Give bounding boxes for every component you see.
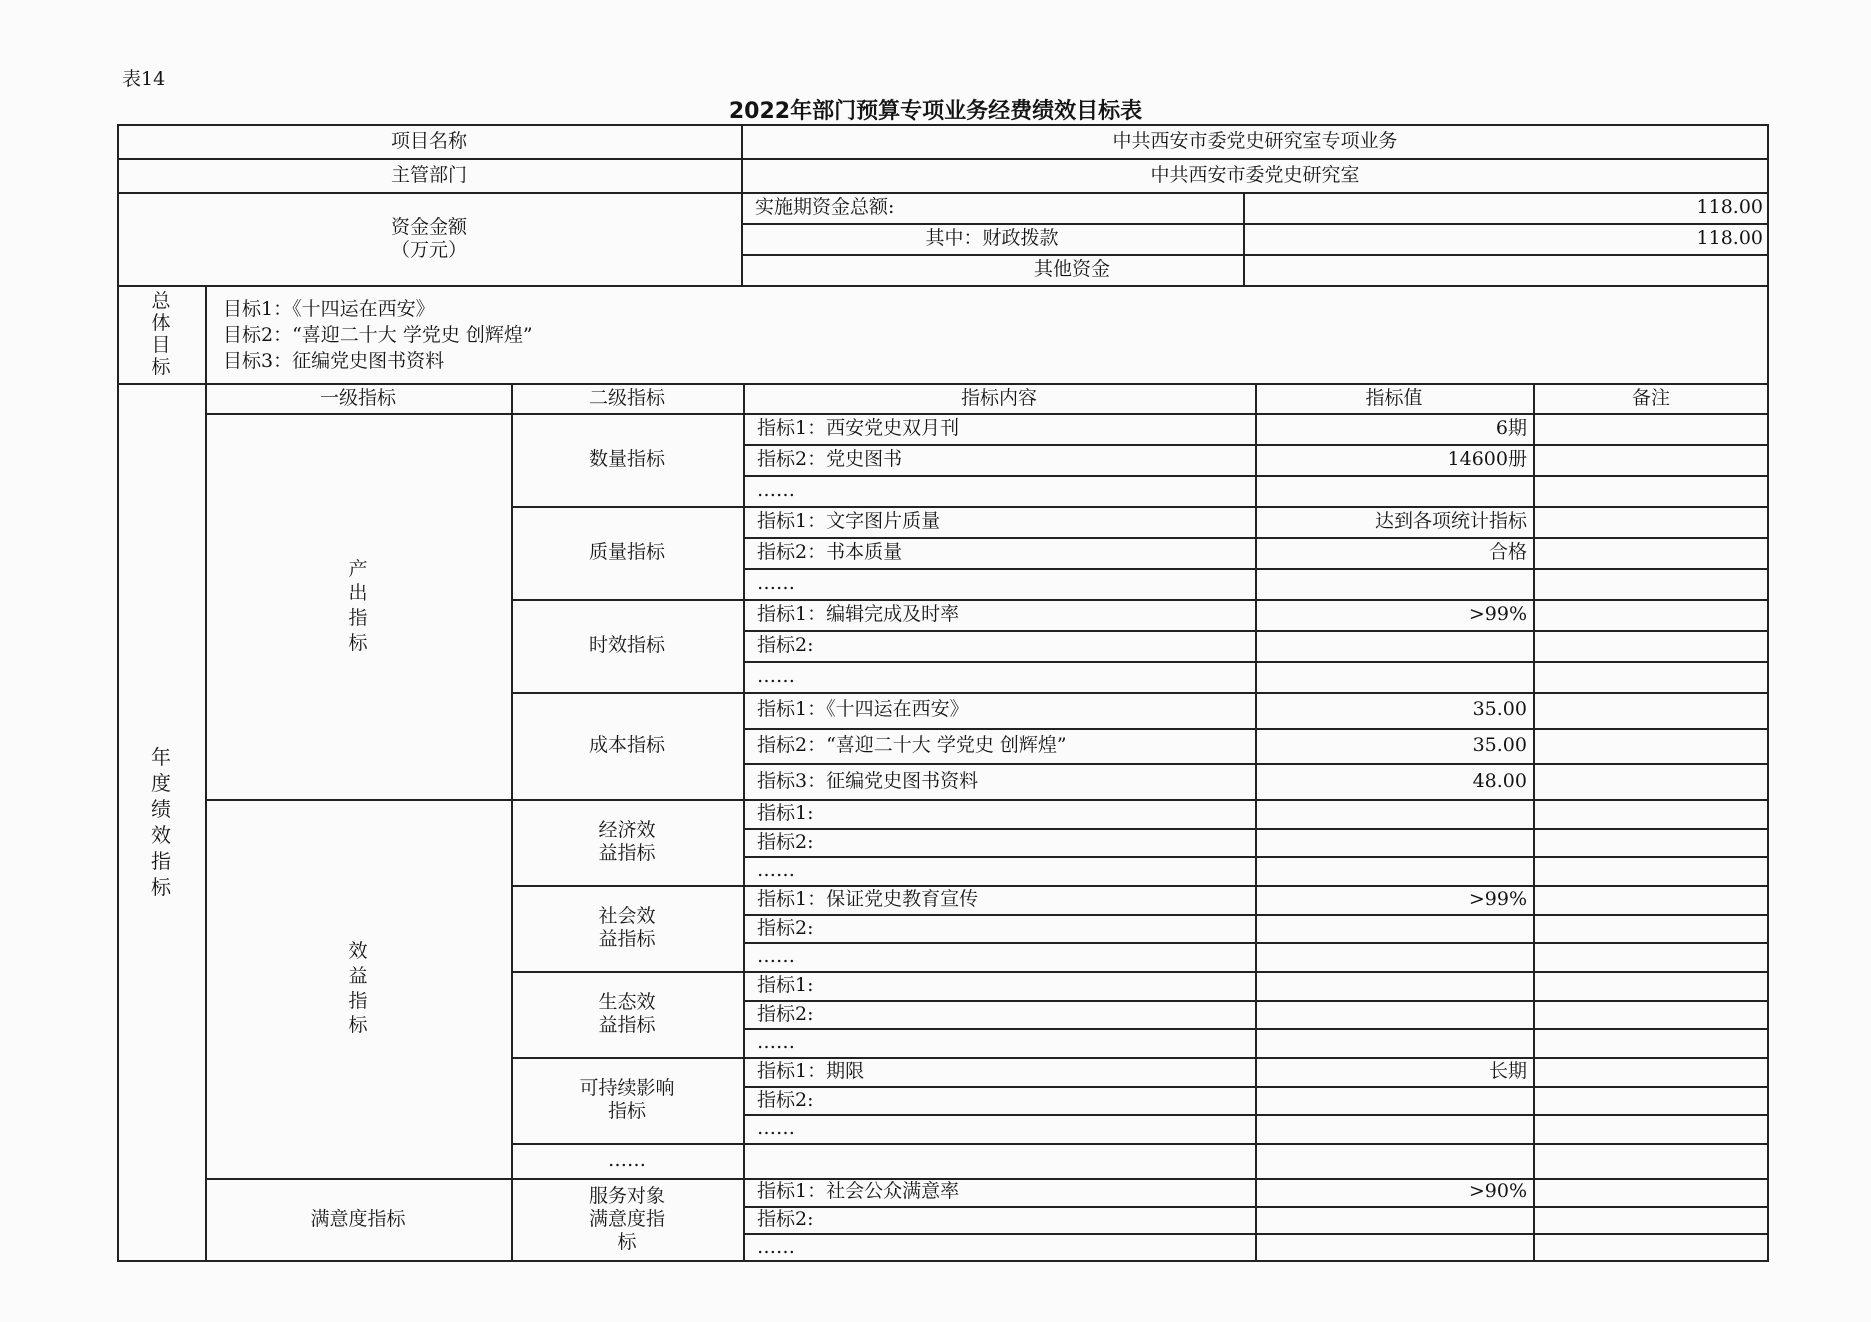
department-value: 中共西安市委党史研究室 xyxy=(1150,163,1360,186)
indicator-content: 指标2: xyxy=(757,1088,814,1111)
indicator-remark xyxy=(1533,1057,1769,1086)
level1-benefit-cell xyxy=(205,799,511,1178)
indicator-content: …… xyxy=(757,1117,795,1140)
indicator-remark xyxy=(1533,475,1769,506)
level2-social: 社会效益指标 xyxy=(598,905,656,950)
level2-timeliness: 时效指标 xyxy=(588,634,665,657)
indicator-content: …… xyxy=(757,859,795,882)
level2-quality: 质量指标 xyxy=(588,541,665,564)
performance-target-table xyxy=(117,124,1769,1261)
indicator-value xyxy=(1255,1086,1533,1115)
funds-label-line1: 资金金额 xyxy=(390,215,467,238)
col-header-level2: 二级指标 xyxy=(588,386,665,409)
indicator-value: >90% xyxy=(1468,1180,1527,1203)
col-header-content: 指标内容 xyxy=(960,386,1037,409)
indicator-value xyxy=(1255,856,1533,885)
indicator-value xyxy=(1255,1000,1533,1029)
indicator-remark xyxy=(1533,630,1769,661)
indicator-value xyxy=(1255,630,1533,661)
indicator-content: …… xyxy=(757,479,795,502)
indicator-content: 指标2: xyxy=(757,830,814,853)
indicator-value: >99% xyxy=(1468,887,1527,910)
indicator-content: 指标2: xyxy=(757,1002,814,1025)
total-funds-value: 118.00 xyxy=(1696,196,1763,219)
indicator-content: 指标2：书本质量 xyxy=(757,541,903,564)
indicator-remark xyxy=(1533,506,1769,537)
document-title: 2022年部门预算专项业务经费绩效目标表 xyxy=(728,99,1143,124)
indicator-value: 合格 xyxy=(1488,541,1527,564)
indicator-value xyxy=(1255,475,1533,506)
funds-amount-label xyxy=(117,192,741,285)
level1-satisfaction: 满意度指标 xyxy=(310,1208,406,1231)
indicator-content: 指标1：保证党史教育宣传 xyxy=(757,887,979,910)
project-name-value: 中共西安市委党史研究室专项业务 xyxy=(1112,129,1398,152)
annual-indicators-label: 年度绩效指标 xyxy=(151,745,171,899)
fiscal-funds-value: 118.00 xyxy=(1696,227,1763,250)
indicator-content: 指标1：社会公众满意率 xyxy=(757,1180,960,1203)
indicator-remark xyxy=(1533,1114,1769,1143)
indicator-content: 指标2：“喜迎二十大 学党史 创辉煌” xyxy=(757,734,1067,757)
goal-2: 目标2：“喜迎二十大 学党史 创辉煌” xyxy=(223,324,533,346)
indicator-remark xyxy=(1533,728,1769,764)
indicator-content: 指标1：《十四运在西安》 xyxy=(757,698,969,721)
indicator-value: 35.00 xyxy=(1472,734,1527,757)
indicator-value xyxy=(1255,1028,1533,1057)
indicator-content: 指标2：党史图书 xyxy=(757,448,903,471)
goal-1: 目标1：《十四运在西安》 xyxy=(223,298,435,320)
annual-indicators-label-cell xyxy=(117,383,205,1261)
level1-output: 产出指标 xyxy=(348,557,368,654)
indicator-remark xyxy=(1533,799,1769,828)
indicator-value xyxy=(1255,971,1533,1000)
indicator-content: 指标1：文字图片质量 xyxy=(757,510,941,533)
level1-benefit: 效益指标 xyxy=(348,940,368,1037)
indicator-content: 指标2: xyxy=(757,634,814,657)
level2-economic: 经济效益指标 xyxy=(598,819,656,864)
indicator-value xyxy=(1255,568,1533,599)
indicator-value xyxy=(1255,1206,1533,1234)
level1-output-cell xyxy=(205,413,511,799)
indicator-value: 14600册 xyxy=(1447,448,1527,471)
indicator-remark xyxy=(1533,1028,1769,1057)
department-label: 主管部门 xyxy=(390,163,467,186)
col-header-remark: 备注 xyxy=(1631,386,1670,409)
level2-ecological: 生态效益指标 xyxy=(598,991,656,1036)
indicator-content xyxy=(743,1143,1255,1178)
indicator-remark xyxy=(1533,1233,1769,1261)
project-name-label: 项目名称 xyxy=(390,129,467,152)
indicator-remark xyxy=(1533,1143,1769,1178)
indicator-value xyxy=(1255,1114,1533,1143)
goal-3: 目标3：征编党史图书资料 xyxy=(223,350,445,372)
indicator-content: …… xyxy=(757,572,795,595)
indicator-remark xyxy=(1533,1178,1769,1206)
indicator-remark xyxy=(1533,763,1769,799)
indicator-remark xyxy=(1533,885,1769,914)
indicator-content: 指标2: xyxy=(757,1208,814,1231)
funds-label-line2: （万元） xyxy=(390,238,467,261)
overall-goal-label: 总体目标 xyxy=(151,290,171,378)
indicator-value xyxy=(1255,942,1533,971)
indicator-value xyxy=(1255,914,1533,943)
indicator-remark xyxy=(1533,661,1769,692)
indicator-value xyxy=(1255,1233,1533,1261)
indicator-content: …… xyxy=(757,665,795,688)
indicator-value xyxy=(1255,1143,1533,1178)
indicator-value xyxy=(1255,661,1533,692)
overall-goal-list xyxy=(223,296,533,374)
indicator-value: 35.00 xyxy=(1472,698,1527,721)
indicator-remark xyxy=(1533,971,1769,1000)
overall-goal-label-cell xyxy=(117,285,205,383)
indicator-remark xyxy=(1533,914,1769,943)
other-funds-label: 其他资金 xyxy=(1033,258,1110,281)
col-header-value: 指标值 xyxy=(1365,386,1423,409)
indicator-remark xyxy=(1533,568,1769,599)
fiscal-funds-label: 其中：财政拨款 xyxy=(925,227,1059,250)
indicator-remark xyxy=(1533,942,1769,971)
table-number: 表14 xyxy=(122,68,166,90)
indicator-content: 指标1：期限 xyxy=(757,1059,865,1082)
indicator-content: 指标1：西安党史双月刊 xyxy=(757,417,960,440)
indicator-remark xyxy=(1533,413,1769,444)
level2-quantity: 数量指标 xyxy=(588,448,665,471)
total-funds-label: 实施期资金总额: xyxy=(755,196,895,219)
indicator-value: 达到各项统计指标 xyxy=(1374,510,1527,533)
indicator-remark xyxy=(1533,444,1769,475)
indicator-content: 指标1: xyxy=(757,973,814,996)
level2-sustainable: 可持续影响指标 xyxy=(579,1077,675,1122)
indicator-value xyxy=(1255,828,1533,857)
indicator-content: 指标1: xyxy=(757,801,814,824)
col-header-level1: 一级指标 xyxy=(319,386,396,409)
indicator-remark xyxy=(1533,1086,1769,1115)
indicator-remark xyxy=(1533,692,1769,728)
indicator-content: …… xyxy=(757,1235,795,1258)
indicator-content: …… xyxy=(757,1031,795,1054)
indicator-remark xyxy=(1533,856,1769,885)
level2-service-satisfaction: 服务对象满意度指标 xyxy=(588,1185,665,1253)
indicator-content: 指标2: xyxy=(757,916,814,939)
indicator-remark xyxy=(1533,537,1769,568)
level2-benefit-ellipsis: …… xyxy=(608,1149,646,1172)
indicator-content: 指标3：征编党史图书资料 xyxy=(757,769,979,792)
indicator-value: >99% xyxy=(1468,603,1527,626)
indicator-remark xyxy=(1533,1206,1769,1234)
other-funds-value xyxy=(1243,254,1769,285)
indicator-content: 指标1：编辑完成及时率 xyxy=(757,603,960,626)
indicator-value xyxy=(1255,799,1533,828)
indicator-value: 6期 xyxy=(1495,417,1527,440)
indicator-content: …… xyxy=(757,945,795,968)
indicator-remark xyxy=(1533,1000,1769,1029)
indicator-value: 长期 xyxy=(1488,1059,1527,1082)
indicator-value: 48.00 xyxy=(1472,769,1527,792)
level2-cost: 成本指标 xyxy=(588,734,665,757)
indicator-remark xyxy=(1533,599,1769,630)
indicator-remark xyxy=(1533,828,1769,857)
